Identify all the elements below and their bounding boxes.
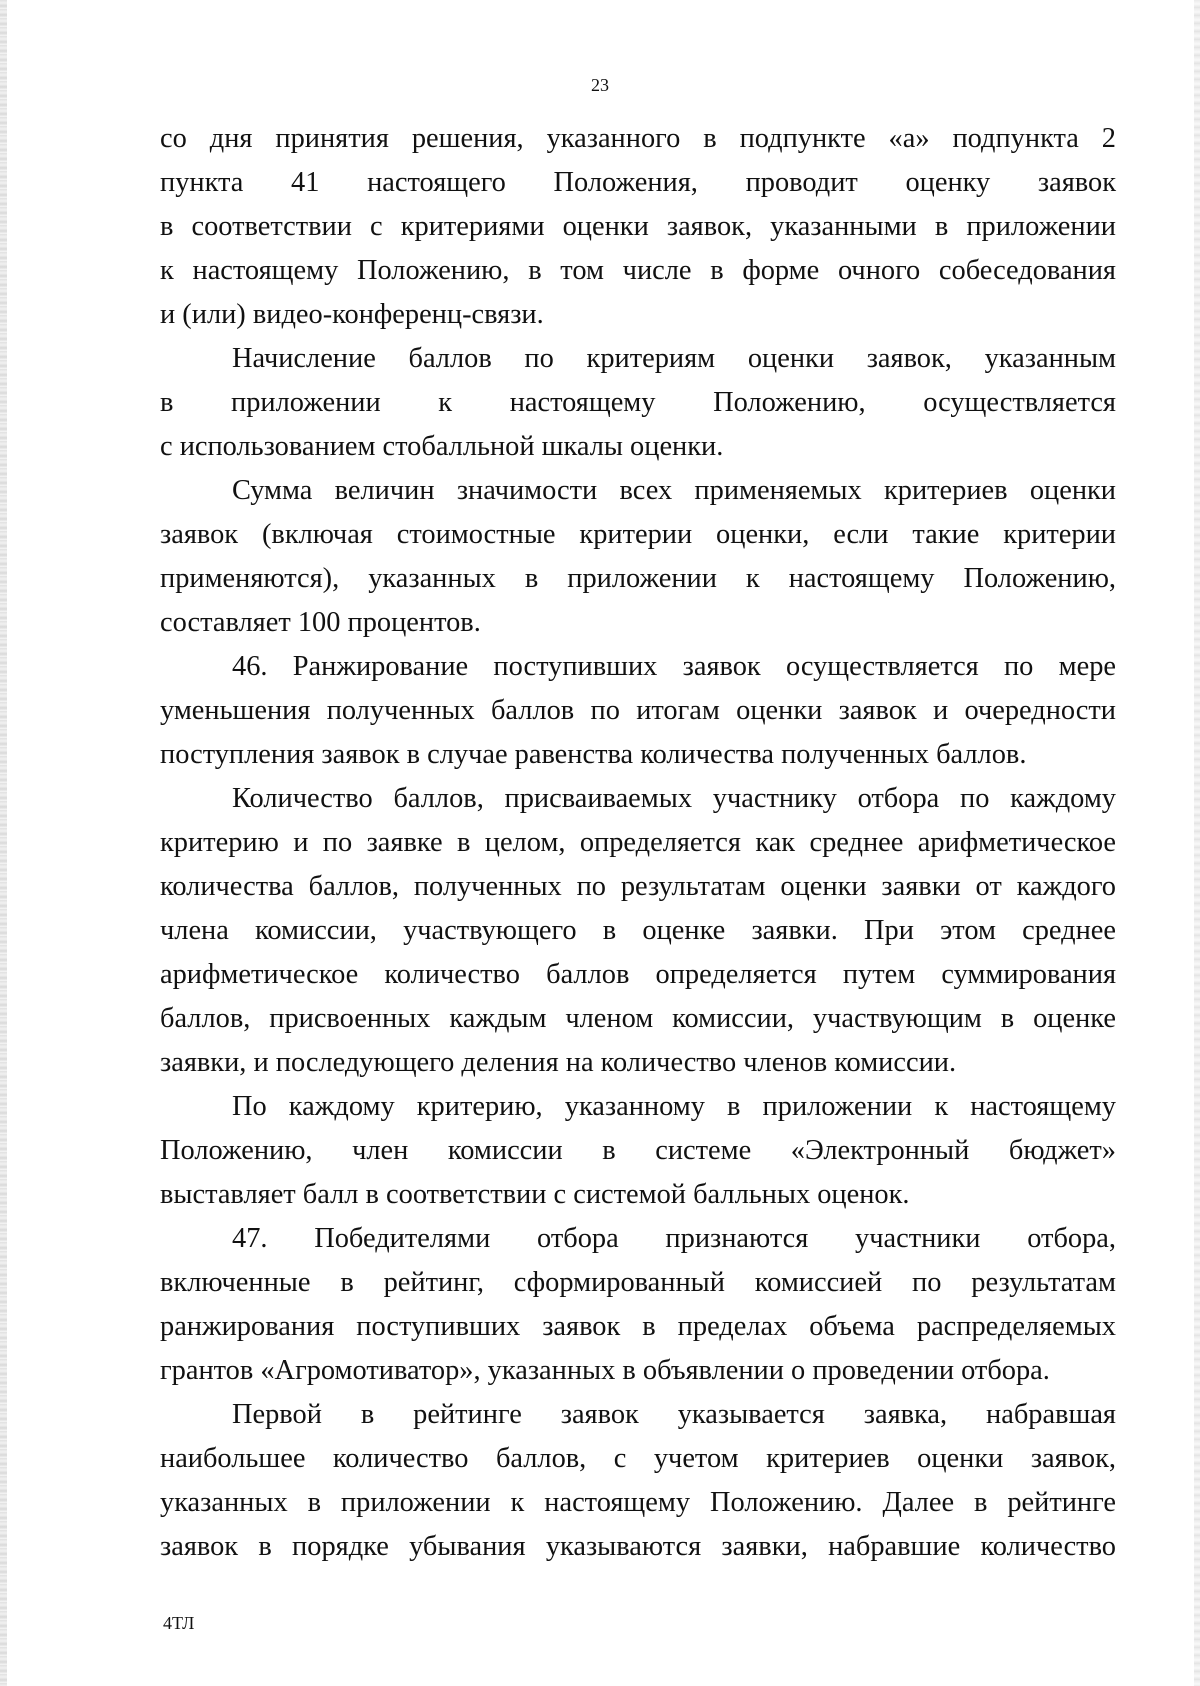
text-line: Количество баллов, присваиваемых участнику отбора по каждому <box>232 783 1116 814</box>
text-line: указанных в приложении к настоящему Положению. Далее в рейтинге <box>160 1487 1116 1518</box>
text-line: выставляет балл в соответствии с системой балльных оценок. <box>160 1179 910 1210</box>
text-line: уменьшения полученных баллов по итогам оценки заявок и очередности <box>160 695 1116 726</box>
text-line: пункта 41 настоящего Положения, проводит оценку заявок <box>160 167 1116 198</box>
text-line: По каждому критерию, указанному в приложении к настоящему <box>232 1091 1116 1122</box>
text-line: применяются), указанных в приложении к настоящему Положению, <box>160 563 1116 594</box>
text-line: включенные в рейтинг, сформированный комиссией по результатам <box>160 1267 1116 1298</box>
text-line: заявок (включая стоимостные критерии оценки, если такие критерии <box>160 519 1116 550</box>
text-line: арифметическое количество баллов определяется путем суммирования <box>160 959 1116 990</box>
scan-edge-right <box>1194 0 1200 1686</box>
text-line: 47. Победителями отбора признаются участники отбора, <box>232 1223 1116 1254</box>
page-number: 23 <box>591 75 609 95</box>
text-line: Первой в рейтинге заявок указывается заявка, набравшая <box>232 1399 1116 1430</box>
scan-edge-left <box>0 0 7 1686</box>
text-line: заявок в порядке убывания указываются заявки, набравшие количество <box>160 1531 1116 1562</box>
text-line: и (или) видео-конференц-связи. <box>160 299 544 330</box>
text-line: Положению, член комиссии в системе «Электронный бюджет» <box>160 1135 1116 1166</box>
text-line: баллов, присвоенных каждым членом комиссии, участвующим в оценке <box>160 1003 1116 1034</box>
text-line: Начисление баллов по критериям оценки заявок, указанным <box>232 343 1116 374</box>
footer-code: 4ТЛ <box>163 1613 195 1633</box>
text-line: Сумма величин значимости всех применяемых критериев оценки <box>232 475 1116 506</box>
text-line: члена комиссии, участвующего в оценке заявки. При этом среднее <box>160 915 1116 946</box>
text-line: со дня принятия решения, указанного в подпункте «а» подпункта 2 <box>160 123 1116 154</box>
text-line: с использованием стобалльной шкалы оценки. <box>160 431 724 462</box>
text-line: поступления заявок в случае равенства количества полученных баллов. <box>160 739 1027 770</box>
text-line: грантов «Агромотиватор», указанных в объявлении о проведении отбора. <box>160 1355 1050 1386</box>
text-line: 46. Ранжирование поступивших заявок осуществляется по мере <box>232 651 1116 682</box>
text-line: в соответствии с критериями оценки заявок, указанными в приложении <box>160 211 1116 242</box>
text-line: заявки, и последующего деления на количество членов комиссии. <box>160 1047 957 1078</box>
text-line: ранжирования поступивших заявок в пределах объема распределяемых <box>160 1311 1116 1342</box>
text-line: количества баллов, полученных по результатам оценки заявки от каждого <box>160 871 1116 902</box>
text-line: составляет 100 процентов. <box>160 607 481 638</box>
text-line: наибольшее количество баллов, с учетом критериев оценки заявок, <box>160 1443 1116 1474</box>
text-line: критерию и по заявке в целом, определяется как среднее арифметическое <box>160 827 1116 858</box>
text-line: в приложении к настоящему Положению, осуществляется <box>160 387 1116 418</box>
text-line: к настоящему Положению, в том числе в форме очного собеседования <box>160 255 1116 286</box>
document-body <box>160 117 1116 1569</box>
